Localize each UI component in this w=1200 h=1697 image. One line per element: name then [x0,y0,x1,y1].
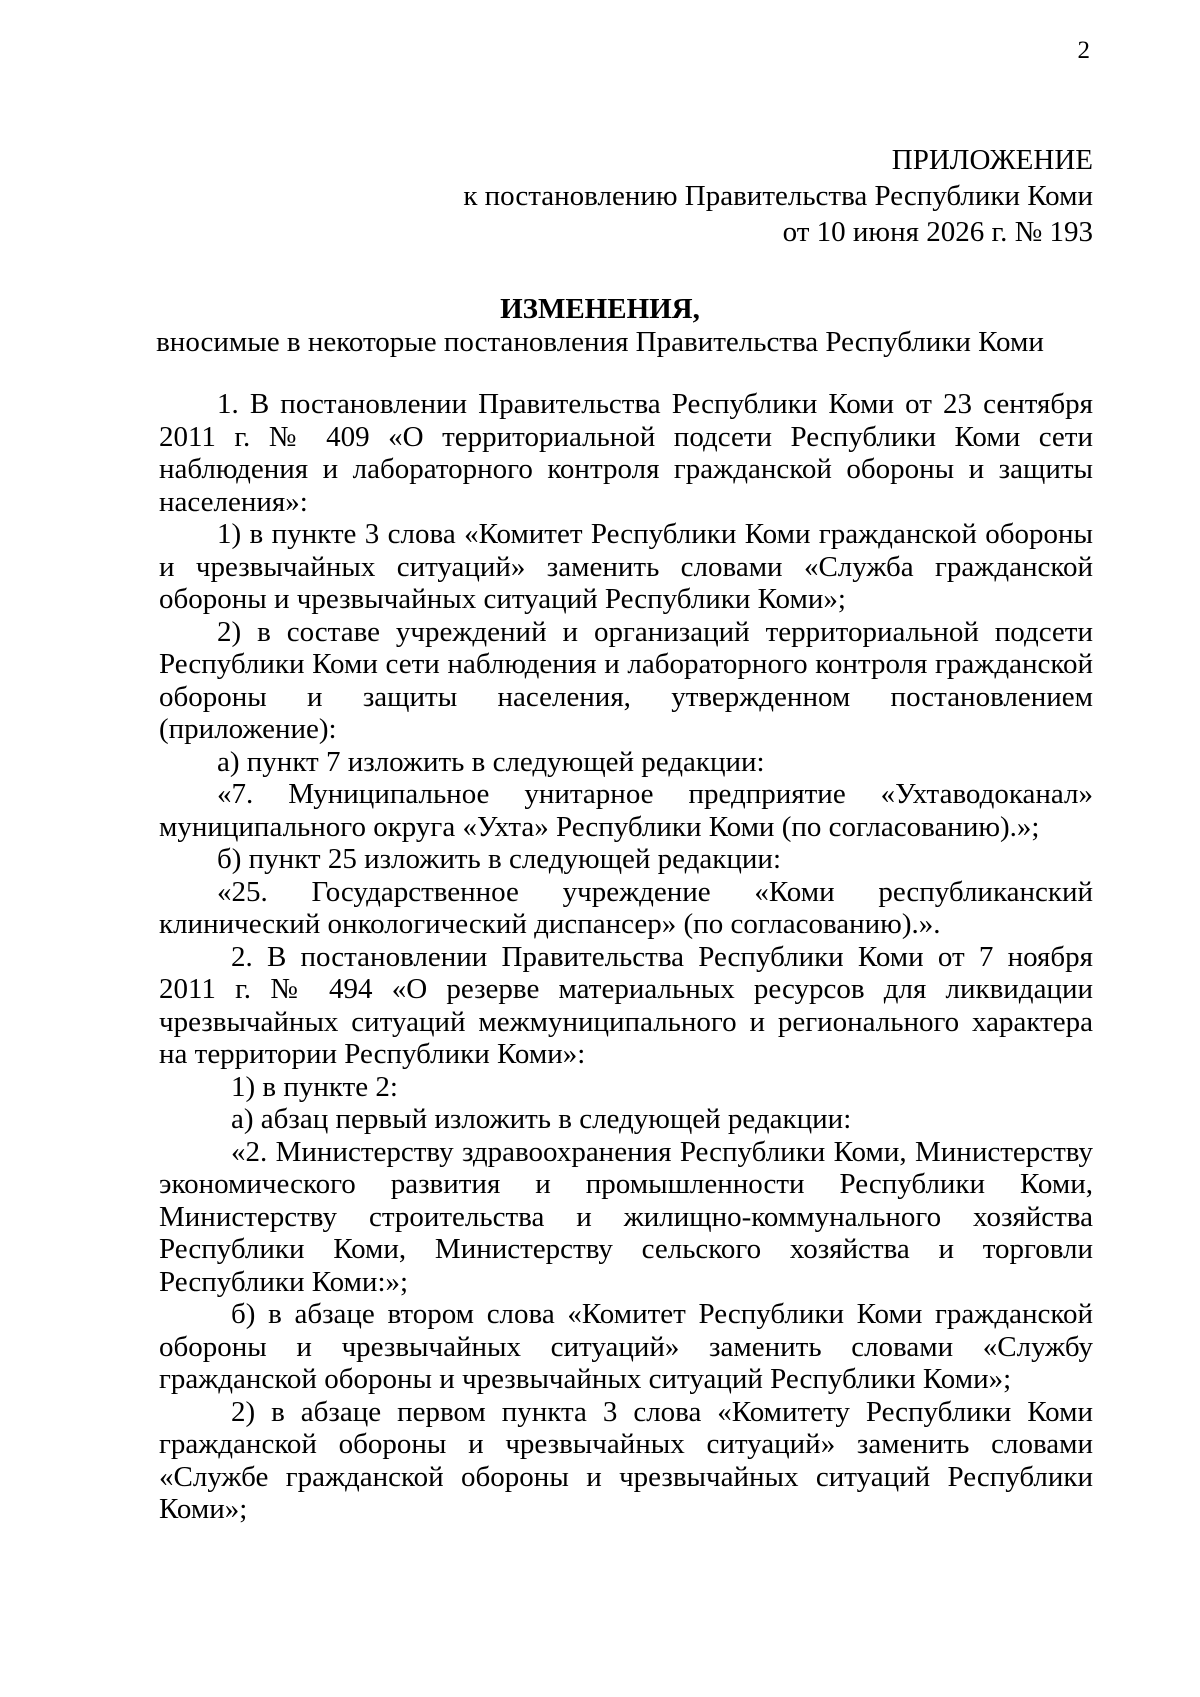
paragraph: 1) в пункте 2: [231,1070,398,1103]
paragraph: 2. В постановлении Правительства Республики Коми от 7 ноября 2011 г. № 494 «О резерве материальных ресурсов для ликвидации чрезвычайных ситуаций межмуниципального и регионального характера на территории Республики Коми»: [159,940,1093,1070]
paragraph: 2) в абзаце первом пункта 3 слова «Комитету Республики Коми гражданской обороны и чрезвычайных ситуаций» заменить словами «Службе гражданской обороны и чрезвычайных ситуаций Республики Коми»; [159,1395,1093,1525]
appendix-label: ПРИЛОЖЕНИЕ [891,144,1093,176]
paragraph: 2) в составе учреждений и организаций территориальной подсети Республики Коми сети наблюдения и лабораторного контроля гражданской обороны и защиты населения, утвержденном постановлением (приложение): [159,615,1093,745]
document-title: ИЗМЕНЕНИЯ, [500,293,700,325]
appendix-reference: к постановлению Правительства Республики Коми [463,180,1093,212]
document-body [159,388,1093,1526]
paragraph: а) абзац первый изложить в следующей редакции: [231,1103,852,1135]
appendix-date-number: от 10 июня 2026 г. № 193 [782,216,1093,248]
paragraph: а) пункт 7 изложить в следующей редакции: [217,745,765,778]
paragraph: «7. Муниципальное унитарное предприятие «Ухтаводоканал» муниципального округа «Ухта» Республики Коми (по согласованию).»; [159,778,1093,843]
paragraph: «25. Государственное учреждение «Коми республиканский клинический онкологический диспансер» (по согласованию).». [159,875,1093,940]
document-subtitle: вносимые в некоторые постановления Правительства Республики Коми [156,326,1044,358]
paragraph: «2. Министерству здравоохранения Республики Коми, Министерству экономического развития и промышленности Республики Коми, Министерству строительства и жилищно-коммунального хозяйства Республики Коми, Министерству сельского хозяйства и торговли Республики Коми:»; [159,1135,1093,1298]
paragraph: б) в абзаце втором слова «Комитет Республики Коми гражданской обороны и чрезвычайных ситуаций» заменить словами «Службу гражданской обороны и чрезвычайных ситуаций Республики Коми»; [159,1298,1093,1395]
paragraph: 1. В постановлении Правительства Республики Коми от 23 сентября 2011 г. № 409 «О территориальной подсети Республики Коми сети наблюдения и лабораторного контроля гражданской обороны и защиты населения»: [159,388,1093,518]
appendix-header [463,142,1093,250]
page-number: 2 [1077,37,1090,64]
paragraph: б) пункт 25 изложить в следующей редакции: [217,843,781,875]
paragraph: 1) в пункте 3 слова «Комитет Республики Коми гражданской обороны и чрезвычайных ситуаций» заменить словами «Служба гражданской обороны и чрезвычайных ситуаций Республики Коми»; [159,518,1093,615]
